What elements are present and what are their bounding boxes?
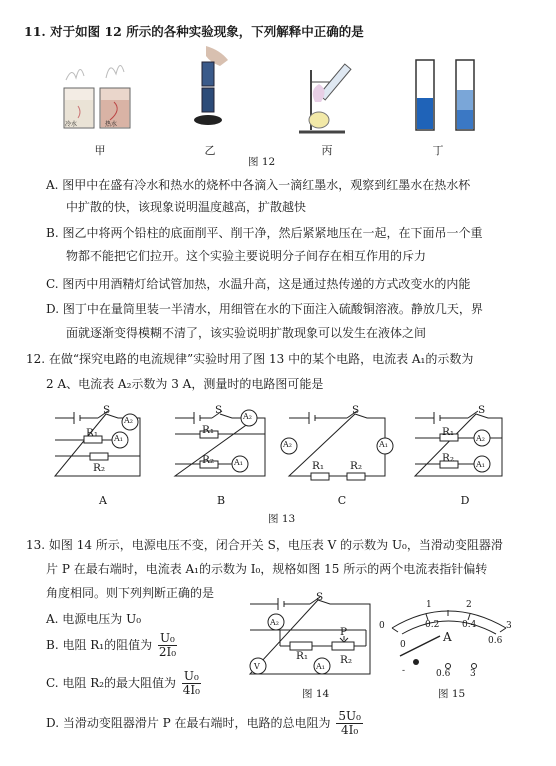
fig14-voltmeter-label: V [254,662,260,671]
meter-outer-tick-3: 3 [506,621,512,631]
circuit-b [170,404,270,484]
q13-option-c-text: C. 电阻 R₂的最大阻值为 [46,676,177,690]
circuit-a-r1-label: R₁ [86,427,99,439]
circuit-d [410,404,510,484]
q13-stem-line2: 片 P 在最右端时，电流表 A₁的示数为 I₀，规格如图 15 所示的两个电流表指针偏转 [46,562,488,576]
circuit-letter-b: B [216,494,226,507]
meter-terminal-0-6: 0.6 [436,669,451,679]
meter-terminal-3: 3 [470,669,476,679]
q12-stem-line2: 2 A、电流表 A₂示数为 3 A，测量时的电路图可能是 [46,377,324,391]
heating-tube-illustration [295,60,365,136]
fig14-r1-label: R₁ [296,650,309,662]
meter-outer-tick-0: 0 [379,621,385,631]
meter-unit: A [443,630,452,644]
q11-option-a-cont: 中扩散的快，该现象说明温度越高，扩散越快 [66,200,307,214]
q13-option-c-numerator: U₀ [183,669,199,683]
circuit-d-switch-label: S [478,404,486,416]
circuit-letter-a: A [99,494,107,507]
q11-option-d-cont: 面就逐渐变得模糊不清了，该实验说明扩散现象可以发生在液体之间 [66,326,427,340]
q13-option-c-denominator: 4I₀ [182,683,200,697]
fig15-caption: 图 15 [438,688,466,700]
circuit-c-ammeter2-label: A₂ [283,440,292,449]
fig13-caption: 图 13 [268,513,296,525]
graduated-cylinders-illustration [408,56,488,136]
fig14-slider-label: P [340,626,348,638]
circuit-c-switch-label: S [352,404,360,416]
fig14-circuit [240,594,380,684]
circuit-d-ammeter1-label: A₁ [476,460,485,469]
circuit-b-r1-label: R₁ [202,424,215,436]
q13-option-b-denominator: 2I₀ [158,645,176,659]
fig14-ammeter2-label: A₂ [270,618,279,627]
q13-option-d-numerator: 5U₀ [338,709,361,723]
circuit-letter-c: C [337,494,347,507]
circuit-c [285,404,391,484]
circuit-a-ammeter2-label: A₂ [124,416,133,425]
q13-option-c-fraction [182,670,201,697]
circuit-a-ammeter1-label: A₁ [114,434,123,443]
circuit-c-ammeter1-label: A₁ [379,440,388,449]
circuit-d-r2-label: R₂ [442,452,455,464]
circuit-b-switch-label: S [215,404,223,416]
circuit-b-r2-label: R₂ [202,454,215,466]
q11-option-b-cont: 物都不能把它们拉开。这个实验主要说明分子间存在相互作用的斥力 [66,249,427,263]
fig14-ammeter1-label: A₁ [316,662,325,671]
meter-outer-tick-2: 2 [466,600,472,610]
circuit-a-switch-label: S [103,404,111,416]
q13-option-d-fraction [336,710,363,737]
lead-cylinders-illustration [188,46,238,136]
meter-inner-tick-3: 0.6 [488,636,503,646]
q13-option-b-numerator: U₀ [159,631,175,645]
fig12-label-jia: 甲 [94,144,106,157]
circuit-letter-d: D [460,494,470,507]
q13-option-d-denominator: 4I₀ [341,723,359,737]
q13-stem-line1: 13. 如图 14 所示，电源电压不变，闭合开关 S，电压表 V 的示数为 U₀，当滑动变阻器滑 [26,538,503,552]
fig12-caption: 图 12 [248,156,276,168]
cold-water-label: 冷水 [65,121,78,128]
q13-option-b-text: B. 电阻 R₁的阻值为 [46,638,153,652]
q13-option-b-fraction [158,632,177,659]
fig12-label-yi: 乙 [204,144,216,157]
q13-option-d [46,710,365,737]
q13-option-d-text: D. 当滑动变阻器滑片 P 在最右端时，电路的总电阻为 [46,716,331,730]
meter-inner-tick-2: 0.4 [462,620,477,630]
circuit-d-ammeter2-label: A₂ [476,434,485,443]
fig12-label-bing: 丙 [321,144,333,157]
q11-option-b: B. 图乙中将两个铅柱的底面削平、削干净，然后紧紧地压在一起，在下面吊一个重 [46,226,483,240]
q13-option-b [46,632,179,659]
circuit-d-r1-label: R₁ [442,426,455,438]
fig14-switch-label: S [316,591,324,603]
meter-outer-tick-1: 1 [426,600,432,610]
circuit-c-r1-label: R₁ [312,460,325,472]
q13-option-a: A. 电源电压为 U₀ [46,612,142,626]
q12-stem-line1: 12. 在做“探究电路的电流规律”实验时用了图 13 中的某个电路，电流表 A₁的示数为 [26,352,474,366]
q11-option-a: A. 图甲中在盛有冷水和热水的烧杯中各滴入一滴红墨水，观察到红墨水在热水杯 [46,178,471,192]
meter-inner-tick-0: 0 [400,640,406,650]
meter-inner-tick-1: 0.2 [425,620,440,630]
q11-option-c: C. 图丙中用酒精灯给试管加热，水温升高，这是通过热传递的方式改变水的内能 [46,277,471,291]
q11-option-d: D. 图丁中在量筒里装一半清水，用细管在水的下面注入硫酸铜溶液。静放几天，界 [46,302,483,316]
hot-water-label: 热水 [105,121,118,128]
q13-stem-line3: 角度相同。则下列判断正确的是 [46,586,215,600]
fig12-label-ding: 丁 [432,144,444,157]
fig14-r2-label: R₂ [340,654,353,666]
circuit-a-r2-label: R₂ [93,462,106,474]
fig14-caption: 图 14 [302,688,330,700]
circuit-b-ammeter2-label: A₂ [243,412,252,421]
circuit-b-ammeter1-label: A₁ [234,458,243,467]
meter-terminal-negative: - [402,666,406,676]
q11-stem: 11. 对于如图 12 所示的各种实验现象，下列解释中正确的是 [24,24,364,39]
q13-option-c [46,670,203,697]
circuit-c-r2-label: R₂ [350,460,363,472]
